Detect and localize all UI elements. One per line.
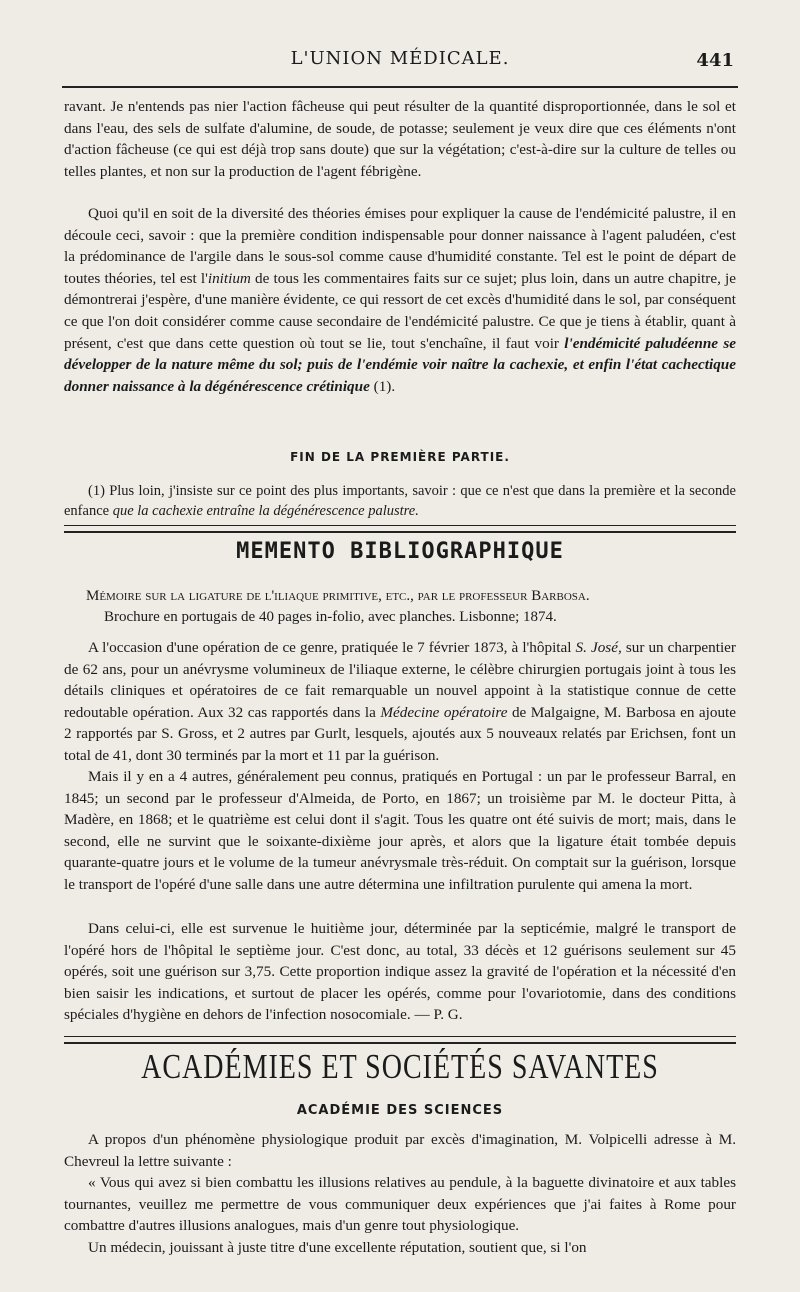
reference-title: Mémoire sur la ligature de l'iliaque primitive, etc., par le professeur Barbosa. — [86, 588, 590, 604]
academies-paragraph-1: A propos d'un phénomène physiologique produit par excès d'imagination, M. Volpicelli adresse à M. Chevreul la lettre suivante : — [64, 1131, 736, 1170]
section-rule — [64, 525, 736, 533]
academies-paragraph-2: « Vous qui avez si bien combattu les illusions relatives au pendule, à la baguette divinatoire et aux tables tournantes, veuillez me permettre de vous communiquer deux expériences que j'ai faites à Rome pour combattre d'autres illusions analogues, mais d'un genre tout physiologique. — [64, 1174, 736, 1235]
memento-paragraph-1 — [64, 637, 736, 767]
footnote-text: (1) Plus loin, j'insiste sur ce point des plus importants, savoir : que ce n'est que dans la première et la seconde enfance — [64, 483, 736, 519]
section-rule — [64, 1036, 736, 1044]
continued-paragraph: ravant. Je n'entends pas nier l'action fâcheuse qui peut résulter de la quantité disproportionnée, dans le sol et dans l'eau, des sels de sulfate d'alumine, de soude, de potasse; seulement je veux dire que ces éléments n'ont d'action fâcheuse (ce qui est déjà trop sans doute) que sur la végétation; c'est-à-dire sur la culture de telles ou telles plantes, et non sur la production de l'agent fébrigène. — [64, 98, 736, 180]
memento-paragraph-3: Dans celui-ci, elle est survenue le huitième jour, déterminée par la septicémie, malgré le transport de l'opéré hors de l'hôpital le septième jour. C'est donc, au total, 33 décès et 12 guérisons seulement sur 45 opérés, soit une guérison sur 3,75. Cette proportion indique assez la gravité de l'opération et la nécessité d'en bien saisir les indications, et surtout de placer les opérés, comme pour l'ovariotomie, dans des conditions spéciales d'hygiène en dehors de l'infection nosocomiale. — P. G. — [64, 920, 736, 1024]
para-text: A l'occasion d'une opération de ce genre, pratiquée le 7 février 1873, à l'hôpital — [88, 639, 576, 656]
para-italic-hospital: S. José, — [575, 639, 622, 656]
para-text: de tous les commentaires faits sur ce sujet; plus loin, dans un autre chapitre, je démontrerai j'espère, d'une manière évidente, ce qui ressort de cet excès d'humidité dans le sol, par conséquent ce que l'on doit considérer comme cause secondaire de l'endémicité palustre. Ce que je tiens à établir, quant à présent, c'est que dans cette question où tout se lie, tout s'enchaîne, il faut voir — [64, 269, 736, 352]
para-italic-book: Médecine opératoire — [380, 703, 508, 721]
paragraph-theories — [64, 203, 736, 397]
para-text: sur un charpentier de 62 ans, pour un anévrysme volumineux de l'iliaque externe, le célèbre chirurgien portugais joint à tous les détails cliniques et opératoires de ce fait remarquable un nouvel appoint à la statistique connue de cette redoutable opération. Aux 32 cas rapportés dans la — [64, 639, 736, 721]
para-text: (1). — [369, 377, 396, 395]
para-text: de Malgaigne, M. Barbosa en ajoute 2 rapportés par S. Gross, et 2 autres par Gurlt, lesquels, ajoutés aux 5 nouveaux relatés par Erichsen, font un total de 41, dont 30 terminés par la mort et 11 par la guérison. — [64, 703, 737, 764]
para-italic-emphasis: l'endémicité paludéenne se développer de la nature même du sol; puis de l'endémie voir naître la cachexie, et enfin l'état cachectique donner naissance à la dégénérescence crétinique — [64, 334, 736, 395]
reference-details: Brochure en portugais de 40 pages in-folio, avec planches. Lisbonne; 1874. — [104, 609, 557, 625]
academies-title: ACADÉMIES ET SOCIÉTÉS SAVANTES — [141, 1048, 659, 1087]
journal-title: L'UNION MÉDICALE. — [290, 48, 510, 69]
footnote-italic: que la cachexie entraîne la dégénérescence palustre. — [112, 503, 419, 519]
end-of-part-marker: FIN DE LA PREMIÈRE PARTIE. — [290, 450, 510, 464]
footnote — [64, 481, 736, 521]
bibliographic-reference — [64, 586, 736, 607]
header-rule — [62, 86, 738, 88]
memento-paragraph-2: Mais il y en a 4 autres, généralement peu connus, pratiqués en Portugal : un par le professeur Barral, en 1845; un second par le professeur d'Almeida, de Porto, en 1867; un troisième par M. le docteur Pitta, à Madère, en 1868; et le quatrième est celui dont il s'agit. Tous les quatre ont été suivis de mort; mais, dans le second, elle ne survint que le soixante-dixième jour après, et alors que la ligature était tombée depuis quarante-quatre jours et le volume de la tumeur anévrysmale très-réduit. On comptait sur la guérison, lorsque le transport de l'opéré d'une salle dans une autre détermina une infiltration purulente qui amena la mort. — [64, 768, 736, 893]
academy-subtitle: ACADÉMIE DES SCIENCES — [296, 1103, 504, 1118]
academies-paragraph-3: Un médecin, jouissant à juste titre d'une excellente réputation, soutient que, si l'on — [88, 1239, 587, 1256]
page-number: 441 — [696, 50, 734, 71]
running-head — [64, 48, 736, 78]
memento-title: MEMENTO BIBLIOGRAPHIQUE — [236, 539, 564, 564]
para-text: Quoi qu'il en soit de la diversité des théories émises pour expliquer la cause de l'endémicité palustre, il en découle ceci, savoir : que la première condition indispensable pour donner naissance à l'agent paludéen, c'est la prédominance de l'argile dans le sous-sol comme cause d'humidité constante. Tel est le point de départ de toutes théories, tel est l' — [64, 205, 736, 287]
para-italic-initium: initium — [207, 269, 251, 287]
